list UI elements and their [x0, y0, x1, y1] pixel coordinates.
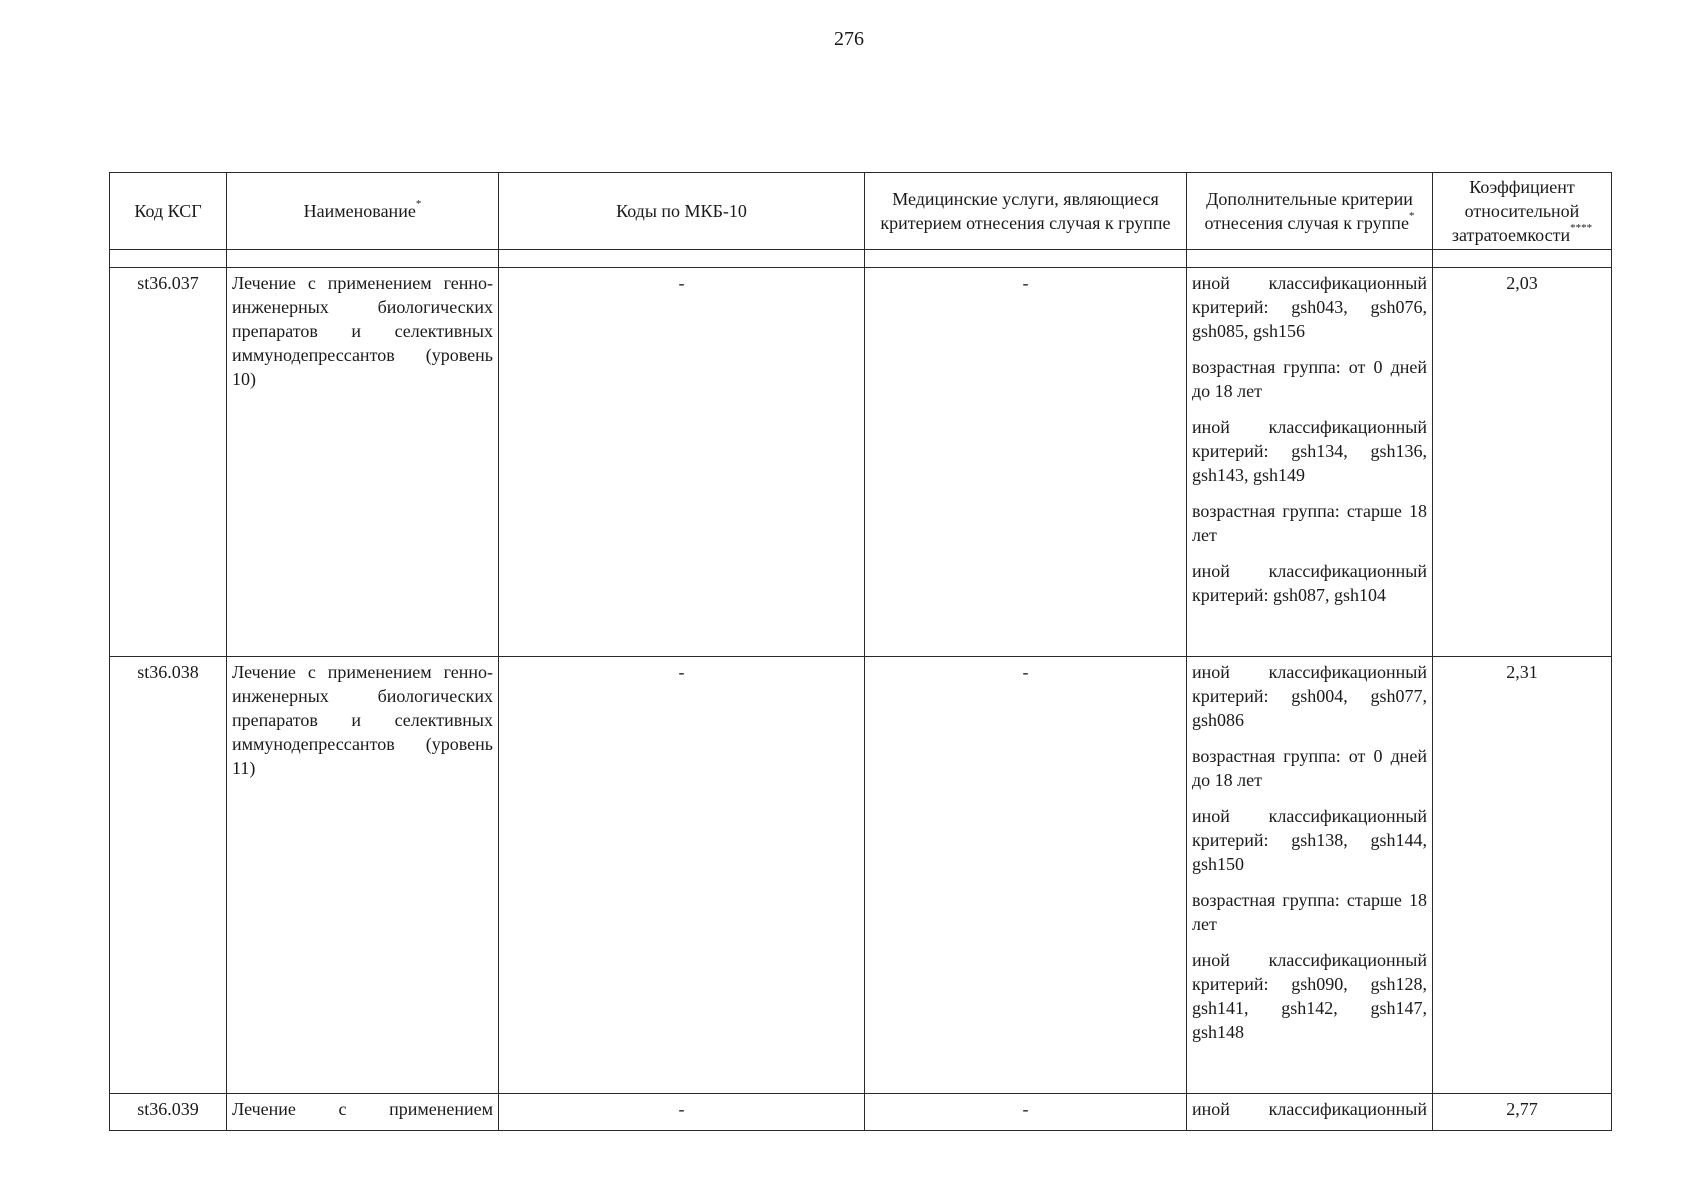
criterion: иной классификационный критерий: gsh004, gsh077, gsh086: [1192, 662, 1427, 730]
icd-codes: -: [499, 1094, 865, 1131]
criterion: иной классификационный критерий: gsh134, gsh136, gsh143, gsh149: [1192, 417, 1427, 485]
icd-codes: -: [499, 657, 865, 1094]
header-coef: Коэффициент относительной затратоемкости****: [1433, 173, 1612, 250]
criterion: иной классификационный критерий: gsh043, gsh076, gsh085, gsh156: [1192, 273, 1427, 341]
medical-services: -: [865, 1094, 1187, 1131]
criterion: иной классификационный критерий: gsh087, gsh104: [1192, 561, 1427, 605]
criterion: иной классификационный критерий: gsh090, gsh128, gsh141, gsh142, gsh147, gsh148: [1192, 950, 1427, 1042]
header-code: Код КСГ: [110, 173, 227, 250]
ksg-name: Лечение с применением генно-инженерных биологических препаратов и селективных иммунодепрессантов (уровень 10): [227, 268, 499, 657]
criterion: возрастная группа: от 0 дней до 18 лет: [1192, 746, 1427, 790]
additional-criteria: [1187, 657, 1433, 1094]
header-criteria: Дополнительные критерии отнесения случая к группе*: [1187, 173, 1433, 250]
table-row: [110, 1094, 1612, 1131]
header-row: [110, 173, 1612, 250]
ksg-name: Лечение с применением: [227, 1094, 499, 1131]
medical-services: -: [865, 268, 1187, 657]
criterion: иной классификационный: [1192, 1099, 1427, 1119]
header-services: Медицинские услуги, являющиеся критерием отнесения случая к группе: [865, 173, 1187, 250]
header-icd: Коды по МКБ-10: [499, 173, 865, 250]
table-row: [110, 268, 1612, 657]
table-row: [110, 657, 1612, 1094]
ksg-code: st36.037: [110, 268, 227, 657]
criterion: иной классификационный критерий: gsh138, gsh144, gsh150: [1192, 806, 1427, 874]
footnote-mark: *: [1408, 210, 1415, 222]
ksg-table: [109, 172, 1612, 1131]
header-name: Наименование*: [227, 173, 499, 250]
cost-coefficient: 2,77: [1433, 1094, 1612, 1131]
footnote-mark: *: [415, 198, 422, 210]
additional-criteria: [1187, 268, 1433, 657]
criterion: возрастная группа: старше 18 лет: [1192, 890, 1427, 934]
additional-criteria: [1187, 1094, 1433, 1131]
ksg-code: st36.039: [110, 1094, 227, 1131]
page-number: 276: [834, 28, 864, 50]
footnote-mark: ****: [1570, 222, 1593, 234]
ksg-name: Лечение с применением генно-инженерных биологических препаратов и селективных иммунодепрессантов (уровень 11): [227, 657, 499, 1094]
cost-coefficient: 2,03: [1433, 268, 1612, 657]
spacer-row: [110, 250, 1612, 268]
criterion: возрастная группа: от 0 дней до 18 лет: [1192, 357, 1427, 401]
medical-services: -: [865, 657, 1187, 1094]
criterion: возрастная группа: старше 18 лет: [1192, 501, 1427, 545]
icd-codes: -: [499, 268, 865, 657]
ksg-code: st36.038: [110, 657, 227, 1094]
cost-coefficient: 2,31: [1433, 657, 1612, 1094]
